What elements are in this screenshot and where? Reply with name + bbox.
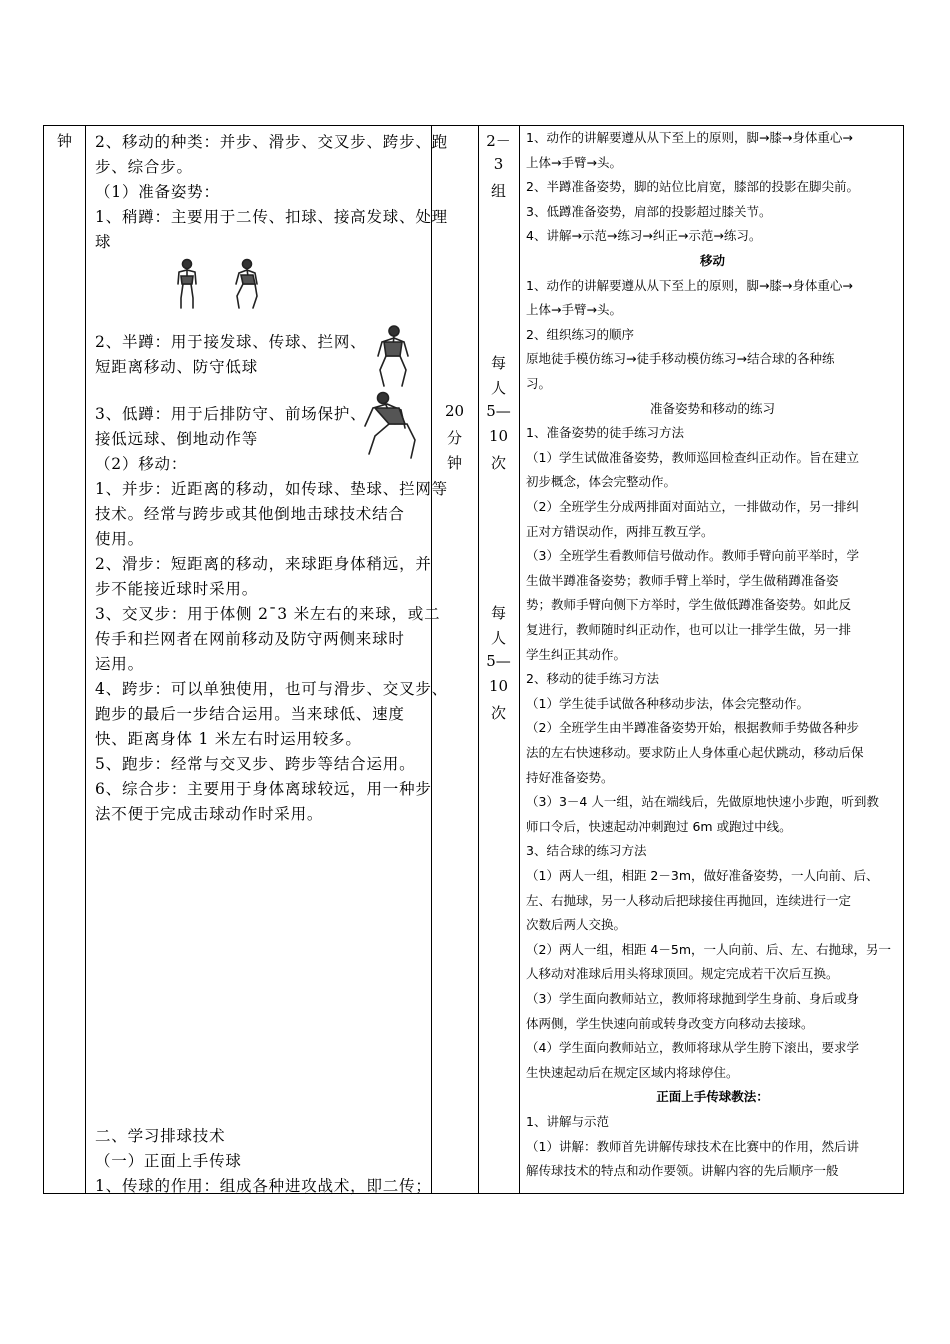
method-line: 上体→手臂→头。 <box>526 302 622 318</box>
repetition-char: 5— <box>486 402 511 420</box>
repetition-char: 次 <box>490 454 506 472</box>
repetition-char: 人 <box>490 379 506 397</box>
content-line: 6、综合步：主要用于身体离球较远，用一种步 <box>95 780 432 798</box>
content-line: 步不能接近球时采用。 <box>95 580 259 598</box>
content-line: （2）移动： <box>95 455 188 473</box>
method-line: 持好准备姿势。 <box>526 769 614 785</box>
repetition-column <box>478 126 519 1193</box>
time-unit-column <box>44 126 85 1193</box>
method-subheading: 准备姿势和移动的练习 <box>649 400 775 416</box>
content-column <box>85 126 448 1195</box>
method-line: 2、移动的徒手练习方法 <box>526 671 659 687</box>
repetition-char: 10 <box>488 427 509 445</box>
method-line: 解传球技术的特点和动作要领。讲解内容的先后顺序一般 <box>526 1163 839 1179</box>
slight-crouch-figures-illustration <box>173 258 273 310</box>
method-line: 1、动作的讲解要遵从从下至上的原则，脚→膝→身体重心→ <box>526 130 853 145</box>
repetition-char: 每 <box>490 604 506 622</box>
method-line: 体两侧，学生快速向前或转身改变方向移动去接球。 <box>526 1015 814 1031</box>
content-line: 1、稍蹲：主要用于二传、扣球、接高发球、处理 <box>95 208 448 226</box>
content-line: 球 <box>95 233 112 251</box>
method-line: 1、准备姿势的徒手练习方法 <box>526 425 684 441</box>
content-line: 3、低蹲：用于后排防守、前场保护、 <box>95 405 367 423</box>
content-line: 使用。 <box>95 530 144 548</box>
method-line: （4）学生面向教师站立，教师将球从学生胯下滚出，要求学 <box>526 1040 859 1056</box>
method-line: （2）全班学生由半蹲准备姿势开始，根据教师手势做各种步 <box>526 720 859 736</box>
repetition-char: 人 <box>490 629 506 647</box>
method-line: 势；教师手臂向侧下方举时，学生做低蹲准备姿势。如此反 <box>526 597 852 613</box>
lesson-table <box>43 125 904 1194</box>
duration-char: 钟 <box>446 454 462 472</box>
method-line: 2、半蹲准备姿势，脚的站位比肩宽，膝部的投影在脚尖前。 <box>526 179 859 195</box>
method-line: 法的左右快速移动。要求防止人身体重心起伏跳动，移动后保 <box>526 745 864 760</box>
duration-char: 20 <box>444 402 465 420</box>
duration-char: 分 <box>446 429 462 447</box>
method-line: 2、组织练习的顺序 <box>526 326 634 342</box>
method-line: （1）两人一组，相距 2－3m，做好准备姿势，一人向前、后、 <box>526 868 879 883</box>
method-column <box>519 126 905 1193</box>
repetition-char: 3 <box>493 155 504 173</box>
method-line: 复进行，教师随时纠正动作，也可以让一排学生做，另一排 <box>526 622 852 637</box>
content-line: 3、交叉步：用于体侧 2¯3 米左右的来球，或二 <box>95 605 441 623</box>
method-line: 学生纠正其动作。 <box>526 646 627 662</box>
content-line: （1）准备姿势： <box>95 183 220 201</box>
method-line: 4、讲解→示范→练习→纠正→示范→练习。 <box>526 228 762 244</box>
method-line: 次数后两人交换。 <box>526 917 627 933</box>
method-line: 1、讲解与示范 <box>526 1114 609 1129</box>
content-line: 2、半蹲：用于接发球、传球、拦网、 <box>95 333 367 351</box>
method-line: 1、动作的讲解要遵从从下至上的原则，脚→膝→身体重心→ <box>526 277 853 293</box>
method-line: （3）3－4 人一组，站在端线后，先做原地快速小步跑，听到教 <box>526 794 879 810</box>
repetition-char: 次 <box>490 704 506 722</box>
method-line: （3）学生面向教师站立，教师将球抛到学生身前、身后或身 <box>526 991 859 1006</box>
method-line: 生做半蹲准备姿势；教师手臂上举时，学生做稍蹲准备姿 <box>526 572 839 588</box>
method-subheading: 正面上手传球教法： <box>656 1089 769 1105</box>
content-line: 短距离移动、防守低球 <box>95 358 259 376</box>
content-line: 法不便于完成击球动作时采用。 <box>95 805 324 823</box>
content-line: （一）正面上手传球 <box>95 1152 242 1170</box>
content-line: 传手和拦网者在网前移动及防守两侧来球时 <box>95 630 405 648</box>
content-line: 1、传球的作用：组成各种进攻战术，即二传； <box>95 1177 432 1195</box>
repetition-char: 2－ <box>486 132 511 150</box>
content-line: 2、滑步：短距离的移动，来球距身体稍远，并 <box>95 555 432 573</box>
low-crouch-figure-illustration <box>355 388 427 462</box>
content-line: 技术。经常与跨步或其他倒地击球技术结合 <box>95 505 405 523</box>
content-line: 运用。 <box>95 655 144 673</box>
time-unit-char: 钟 <box>56 132 72 150</box>
content-line: 步、综合步。 <box>95 158 193 176</box>
method-line: 正对方错误动作，两排互教互学。 <box>526 523 714 539</box>
repetition-char: 10 <box>488 677 509 695</box>
method-line: 习。 <box>526 376 552 391</box>
method-line: 初步概念，体会完整动作。 <box>526 474 677 490</box>
content-line: 接低远球、倒地动作等 <box>95 430 259 448</box>
content-line: 跑步的最后一步结合运用。当来球低、速度 <box>95 705 405 723</box>
method-line: 3、低蹲准备姿势，肩部的投影超过膝关节。 <box>526 203 772 219</box>
content-line: 快、距离身体 1 米左右时运用较多。 <box>95 730 362 748</box>
half-crouch-figure-illustration <box>370 324 418 390</box>
method-line: （2）两人一组，相距 4－5m，一人向前、后、左、右抛球，另一 <box>526 941 892 957</box>
content-line: 2、移动的种类：并步、滑步、交叉步、跨步、跑 <box>95 133 448 151</box>
method-line: （3）全班学生看教师信号做动作。教师手臂向前平举时，学 <box>526 548 859 564</box>
method-line: 师口令后，快速起动冲刺跑过 6m 或跑过中线。 <box>526 818 792 834</box>
method-line: （1）讲解：教师首先讲解传球技术在比赛中的作用，然后讲 <box>526 1138 859 1154</box>
method-line: 人移动对准球后用头将球顶回。规定完成若干次后互换。 <box>526 966 839 982</box>
method-line: 3、结合球的练习方法 <box>526 843 647 859</box>
section-heading: 二、学习排球技术 <box>95 1127 226 1145</box>
content-line: 5、跑步：经常与交叉步、跨步等结合运用。 <box>95 755 416 773</box>
duration-column <box>431 126 478 1193</box>
method-line: 生快速起动后在规定区域内将球停住。 <box>526 1064 739 1080</box>
content-line: 1、并步：近距离的移动，如传球、垫球、拦网等 <box>95 480 448 498</box>
method-line: （1）学生试做准备姿势，教师巡回检查纠正动作。旨在建立 <box>526 449 859 465</box>
method-line: 上体→手臂→头。 <box>526 154 622 170</box>
content-line: 4、跨步：可以单独使用，也可与滑步、交叉步、 <box>95 680 448 698</box>
method-line: （2）全班学生分成两排面对面站立，一排做动作，另一排纠 <box>526 499 859 514</box>
method-line: 左、右抛球，另一人移动后把球接住再抛回，连续进行一定 <box>526 892 852 908</box>
method-line: 原地徒手模仿练习→徒手移动模仿练习→结合球的各种练 <box>526 351 835 367</box>
repetition-char: 5— <box>486 652 511 670</box>
repetition-char: 每 <box>490 354 506 372</box>
method-line: （1）学生徒手试做各种移动步法，体会完整动作。 <box>526 695 809 711</box>
method-subheading: 移动 <box>699 253 725 268</box>
repetition-char: 组 <box>490 182 506 200</box>
